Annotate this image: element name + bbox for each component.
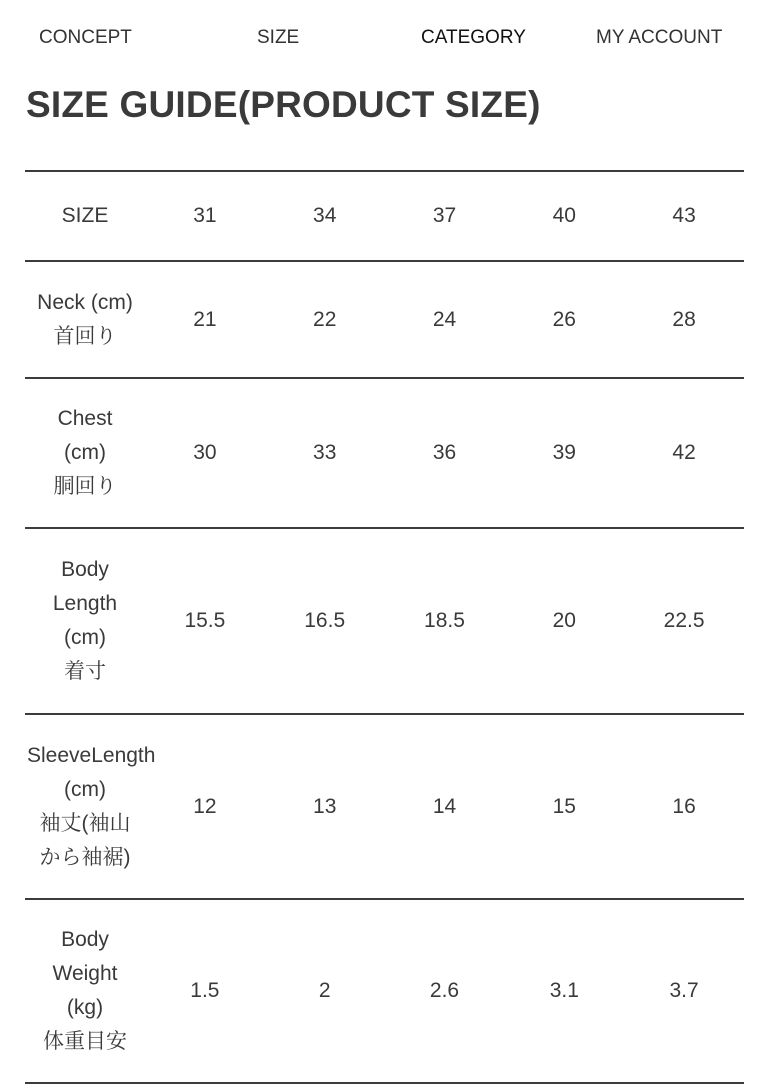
table-row-body-length xyxy=(25,528,744,714)
size-header-cell: 34 xyxy=(313,204,337,227)
nav-concept-link[interactable]: CONCEPT xyxy=(39,27,132,48)
row-label-sleeve-length xyxy=(25,714,156,899)
size-guide-table xyxy=(25,170,744,1084)
size-header-cell: 31 xyxy=(193,204,217,227)
table-row-chest xyxy=(25,378,744,528)
table-cell: 36 xyxy=(432,441,457,464)
top-nav xyxy=(0,0,770,78)
size-header-cell: 40 xyxy=(552,204,576,227)
table-cell: 20 xyxy=(552,609,576,632)
table-cell: 2.6 xyxy=(429,979,460,1002)
row-label-text: Chest (cm) 胴回り xyxy=(53,407,117,498)
row-label-text: Body Length (cm) 着寸 xyxy=(52,558,118,683)
row-label-text: SleeveLength (cm) 袖丈(袖山 から袖裾) xyxy=(27,743,156,869)
table-cell: 16 xyxy=(672,794,696,818)
table-cell: 24 xyxy=(432,307,457,331)
nav-my-account-link[interactable]: MY ACCOUNT xyxy=(596,27,723,48)
row-label-body-weight xyxy=(25,899,145,1083)
row-label-body-length xyxy=(25,528,145,714)
table-cell: 30 xyxy=(193,441,217,464)
table-header-row xyxy=(25,171,744,261)
table-cell: 28 xyxy=(672,307,696,331)
table-cell: 21 xyxy=(193,307,217,331)
page-title: SIZE GUIDE(PRODUCT SIZE) xyxy=(26,84,541,125)
row-label-text: Body Weight (kg) 体重目安 xyxy=(43,928,127,1053)
nav-category-link[interactable]: CATEGORY xyxy=(421,27,526,48)
table-cell: 18.5 xyxy=(424,609,465,632)
table-cell: 33 xyxy=(313,441,337,464)
table-cell: 15 xyxy=(552,794,576,818)
table-cell: 3.7 xyxy=(669,979,699,1002)
table-row-sleeve-length xyxy=(25,714,744,899)
table-cell: 13 xyxy=(313,794,337,818)
row-label-size: SIZE xyxy=(61,204,109,227)
table-cell: 3.1 xyxy=(549,979,579,1002)
table-cell: 15.5 xyxy=(184,609,226,632)
table-cell: 39 xyxy=(552,441,576,464)
row-label-neck xyxy=(25,261,145,378)
table-cell: 14 xyxy=(432,794,457,818)
table-cell: 26 xyxy=(552,307,576,331)
table-cell: 12 xyxy=(193,794,217,818)
size-header-cell: 43 xyxy=(672,204,696,227)
table-cell: 2 xyxy=(318,979,331,1002)
table-cell: 22.5 xyxy=(663,609,705,632)
row-label-text: Neck (cm) 首回り xyxy=(37,290,133,348)
table-cell: 42 xyxy=(672,441,696,464)
table-cell: 16.5 xyxy=(304,609,346,632)
row-label-chest xyxy=(25,378,145,528)
size-header-cell: 37 xyxy=(432,204,457,227)
table-cell: 22 xyxy=(313,307,337,331)
table-row-neck xyxy=(25,261,744,378)
table-row-body-weight xyxy=(25,899,744,1083)
nav-size-link[interactable]: SIZE xyxy=(257,27,300,48)
table-cell: 1.5 xyxy=(190,979,220,1002)
